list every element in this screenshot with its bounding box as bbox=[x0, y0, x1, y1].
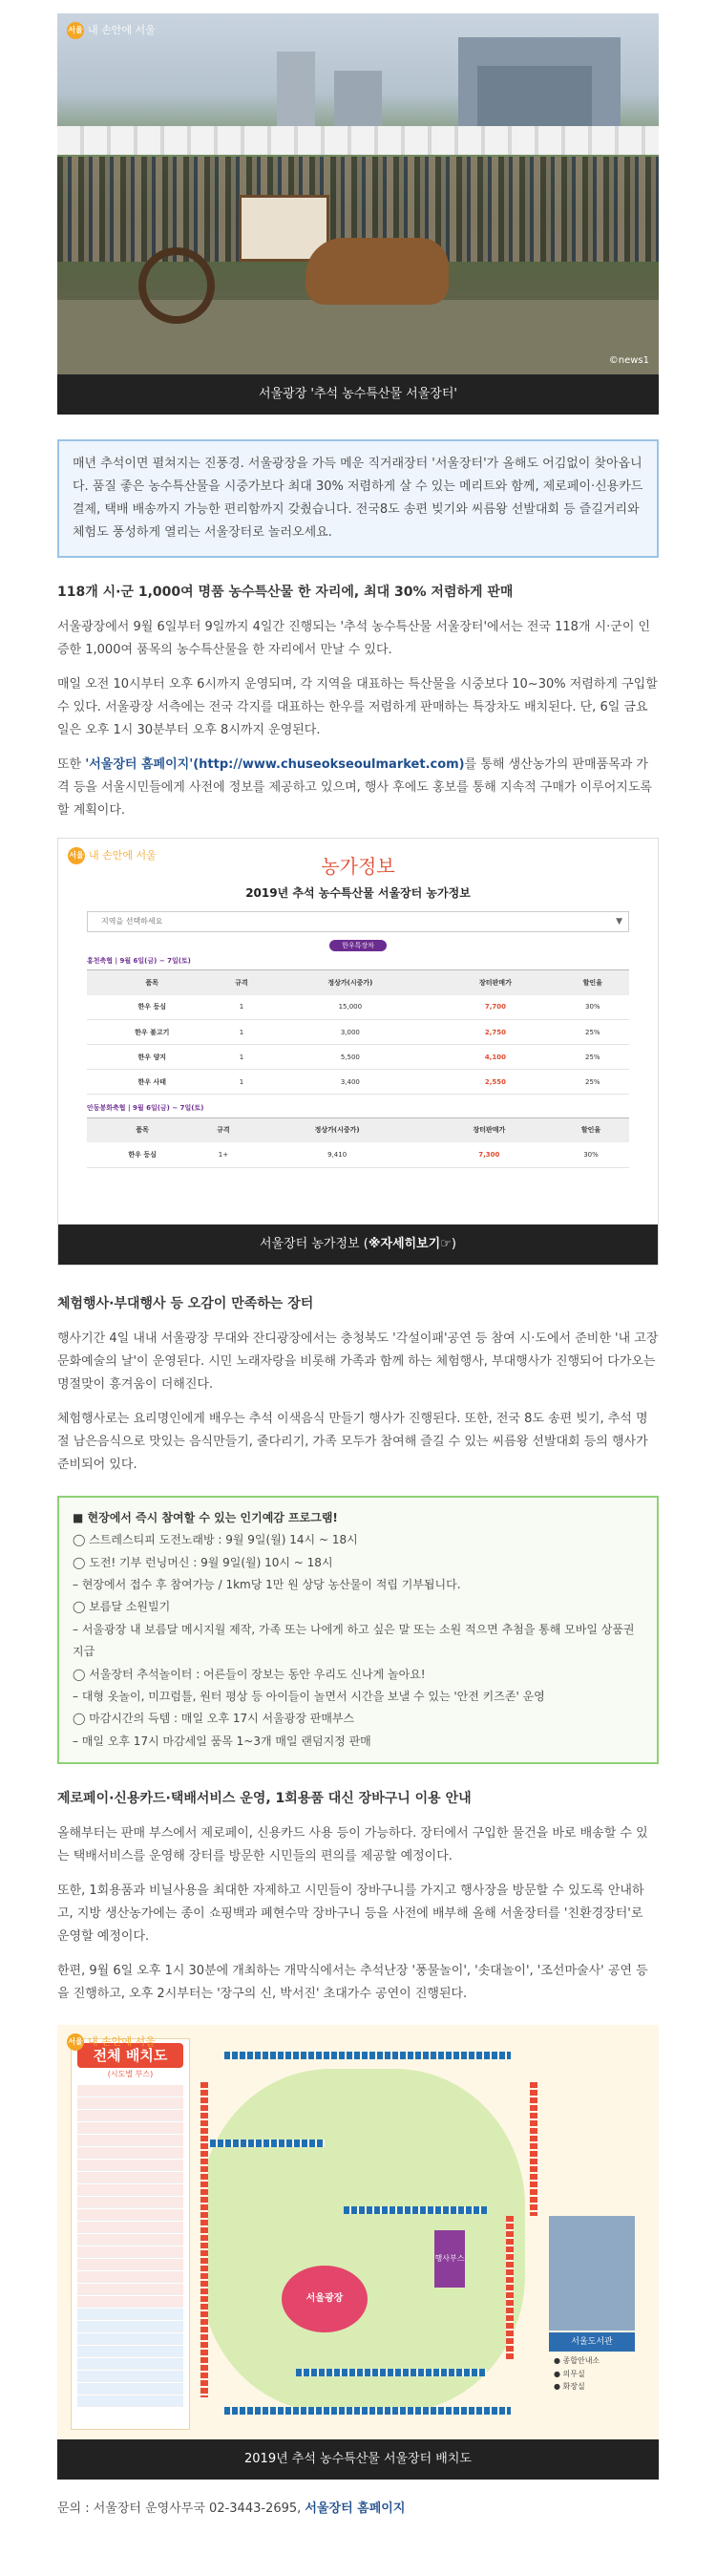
booth-list-row bbox=[77, 2209, 183, 2221]
table-cell: 한우 등심 bbox=[87, 1142, 198, 1167]
booth-list-row bbox=[77, 2172, 183, 2183]
booth-list-row bbox=[77, 2271, 183, 2283]
layout-map bbox=[57, 2025, 659, 2439]
legend-info: ● 종합안내소 bbox=[554, 2355, 600, 2365]
logo-text: 내 손안에 서울 bbox=[89, 849, 157, 862]
program-title: ■ 현장에서 즉시 참여할 수 있는 인기예감 프로그램! bbox=[73, 1510, 338, 1524]
booth-list-row bbox=[77, 2259, 183, 2270]
farm-title: 농가정보 bbox=[321, 855, 395, 879]
table-cell: 25% bbox=[557, 1020, 629, 1045]
program-line: ◯ 보름달 소원빌기 bbox=[73, 1600, 171, 1614]
map-subtitle: (시도별 부스) bbox=[107, 2069, 154, 2078]
table-cell: 30% bbox=[557, 995, 629, 1020]
table-cell: 1+ bbox=[198, 1142, 248, 1167]
library-building bbox=[549, 2216, 635, 2331]
table-header: 규격 bbox=[217, 970, 265, 995]
table-row bbox=[87, 1070, 629, 1095]
brand-logo bbox=[68, 846, 157, 864]
table-cell: 한우 양지 bbox=[87, 1045, 217, 1070]
table-row bbox=[87, 1045, 629, 1070]
section-heading-payment: 제로페이·신용카드·택배서비스 운영, 1회용품 대신 장바구니 이용 안내 bbox=[57, 1791, 472, 1807]
cart-wheel bbox=[138, 247, 215, 324]
brand-logo bbox=[67, 21, 156, 39]
section-heading-products: 118개 시·군 1,000여 명품 농수특산물 한 자리에, 최대 30% 저렴하게 판매 bbox=[57, 585, 514, 601]
table-cell: 한우 불고기 bbox=[87, 1020, 217, 1045]
table-header: 장터판매가 bbox=[434, 970, 556, 995]
plaza-lawn bbox=[200, 2069, 525, 2413]
program-line: – 매일 오후 17시 마감세일 품목 1~3개 매일 랜덤지정 판매 bbox=[73, 1734, 371, 1748]
hero-photo bbox=[57, 13, 659, 415]
legend-restroom: ● 화장실 bbox=[554, 2382, 585, 2392]
booth-list-row bbox=[77, 2346, 183, 2357]
table-header: 할인율 bbox=[553, 1118, 629, 1142]
farm-info-image bbox=[57, 838, 659, 1266]
category-pill[interactable]: 한우특장차 bbox=[329, 940, 387, 951]
table-row bbox=[87, 1142, 629, 1167]
booth-list-row bbox=[77, 2110, 183, 2121]
program-line: – 현장에서 접수 후 참여가능 / 1km당 1만 원 상당 농산물이 적립 기부됩니다. bbox=[73, 1578, 461, 1592]
region-booth-list bbox=[71, 2038, 190, 2430]
table-cell: 15,000 bbox=[265, 995, 434, 1020]
booth-list-row bbox=[77, 2085, 183, 2097]
booth-list-row bbox=[77, 2222, 183, 2233]
booth-list-row bbox=[77, 2395, 183, 2407]
table-cell: 3,000 bbox=[265, 1020, 434, 1045]
booth-list-row bbox=[77, 2184, 183, 2196]
paragraph: 한편, 9월 6일 오후 1시 30분에 개최하는 개막식에서는 추석난장 '풍물놀이', '솟대놀이', '조선마술사' 공연 등을 진행하고, 오후 2시부터는 '장구의 신, 박서진' 초대가수 공연이 진행된다. bbox=[57, 1963, 648, 2001]
program-line: – 대형 옷놀이, 미끄럼틀, 원터 평상 등 아이들이 놀면서 시간을 보낼 수 있는 '안전 키즈존' 운영 bbox=[73, 1689, 545, 1703]
map-title: 전체 배치도 bbox=[77, 2043, 183, 2068]
booth-list-row bbox=[77, 2122, 183, 2134]
booth-list-row bbox=[77, 2135, 183, 2146]
farm-subtitle: 2019년 추석 농수특산물 서울장터 농가정보 bbox=[245, 886, 471, 901]
farm-caption: 서울장터 농가정보 (※자세히보기☞) bbox=[58, 1224, 658, 1265]
table-header: 품목 bbox=[87, 970, 217, 995]
table-cell: 1 bbox=[217, 1070, 265, 1095]
table-header: 장터판매가 bbox=[426, 1118, 553, 1142]
map-caption: 2019년 추석 농수특산물 서울장터 배치도 bbox=[57, 2439, 659, 2480]
farm-section-a: 홍천축협 | 9월 6일(금) ~ 7일(토) bbox=[87, 957, 191, 966]
table-cell: 9,410 bbox=[249, 1142, 426, 1167]
paragraph: 서울광장에서 9월 6일부터 9일까지 4일간 진행되는 '추석 농수특산물 서울장터'에서는 전국 118개 시·군이 인증한 1,000여 품목의 농수특산물을 한 자리에서 만날 수 있다. bbox=[57, 619, 651, 657]
market-photo bbox=[57, 13, 659, 374]
booth-list-row bbox=[77, 2309, 183, 2320]
booth-list-row bbox=[77, 2358, 183, 2370]
table-header: 정상가(시중가) bbox=[249, 1118, 426, 1142]
program-line: ◯ 서울장터 추석놀이터 : 어른들이 장보는 동안 우리도 신나게 놀아요! bbox=[73, 1667, 426, 1681]
program-line: – 서울광장 내 보름달 메시지월 제작, 가족 또는 나에게 하고 싶은 말 또는 소원 적으면 추첨을 통해 모바일 상품권 지급 bbox=[73, 1622, 635, 1659]
booth-list-row bbox=[77, 2160, 183, 2171]
intro-notice: 매년 추석이면 펼쳐지는 진풍경. 서울광장을 가득 메운 직거래장터 '서울장터'가 올해도 어김없이 찾아옵니다. 품질 좋은 농수특산물을 시중가보다 최대 30% 저렴하게 살 수 있는 메리트와 함께, 제로페이·신용카드 결제, 택배 배송까지 가능한 편리함까지 갖췄습니다. 전국8도 송편 빚기와 씨름왕 선발대회 등 즐길거리와 체험도 풍성하게 열리는 서울장터로 놀러오세요. bbox=[57, 439, 659, 558]
table-header: 정상가(시중가) bbox=[265, 970, 434, 995]
paragraph: 또한, 1회용품과 비닐사용을 최대한 자제하고 시민들이 장바구니를 가지고 행사장을 방문할 수 있도록 안내하고, 지방 생산농가에는 종이 쇼핑백과 폐현수막 장바구니 등을 사전에 배부해 올해 서울장터를 '친환경장터'로 운영할 예정이다. bbox=[57, 1883, 644, 1944]
stage-area: 서울광장 bbox=[282, 2266, 368, 2332]
table-cell: 한우 사태 bbox=[87, 1070, 217, 1095]
program-line: ◯ 마감시간의 득템 : 매일 오후 17시 서울광장 판매부스 bbox=[73, 1712, 355, 1726]
table-cell: 1 bbox=[217, 1020, 265, 1045]
booth-list-row bbox=[77, 2197, 183, 2208]
inquiry: 문의 : 서울장터 운영사무국 02-3443-2695, 서울장터 홈페이지 bbox=[57, 2501, 406, 2516]
chevron-down-icon: ▼ bbox=[616, 917, 622, 927]
event-hall: 행사부스 bbox=[434, 2230, 465, 2288]
booth-list-row bbox=[77, 2333, 183, 2345]
booth-list-row bbox=[77, 2234, 183, 2246]
table-cell: 5,500 bbox=[265, 1045, 434, 1070]
farm-section-b: 안동봉화축협 | 9월 6일(금) ~ 7일(토) bbox=[87, 1104, 204, 1113]
seoul-logo-icon: 서울 bbox=[67, 22, 84, 39]
farm-table-b bbox=[87, 1118, 629, 1168]
booth-list-row bbox=[77, 2371, 183, 2382]
table-cell: 3,400 bbox=[265, 1070, 434, 1095]
seoul-logo-icon: 서울 bbox=[68, 847, 85, 864]
homepage-link[interactable]: '서울장터 홈페이지'(http://www.chuseokseoulmarket.com) bbox=[85, 756, 465, 772]
table-cell: 30% bbox=[553, 1142, 629, 1167]
table-cell: 2,550 bbox=[434, 1070, 556, 1095]
paragraph: 올해부터는 판매 부스에서 제로페이, 신용카드 사용 등이 가능하다. 장터에서 구입한 물건을 바로 배송할 수 있는 택배서비스를 운영해 장터를 방문한 시민들의 편의를 제공할 예정이다. bbox=[57, 1825, 648, 1863]
table-cell: 7,700 bbox=[434, 995, 556, 1020]
market-homepage-link[interactable]: 서울장터 홈페이지 bbox=[305, 2501, 406, 2516]
layout-map-image bbox=[57, 2025, 659, 2480]
program-line: ◯ 스트레스티피 도전노래방 : 9월 9일(월) 14시 ~ 18시 bbox=[73, 1533, 358, 1547]
map-legend bbox=[554, 2354, 600, 2394]
booth-list-row bbox=[77, 2383, 183, 2395]
table-cell: 2,750 bbox=[434, 1020, 556, 1045]
brand-logo bbox=[67, 2033, 156, 2051]
paragraph-homepage: 또한 '서울장터 홈페이지'(http://www.chuseokseoulmarket.com)를 통해 생산농가의 판매품목과 가격 등을 서울시민들에게 사전에 정보를 제공하고 있으며, 행사 후에도 홍보를 통해 지속적 구매가 이루어지도록 할 계획이다. bbox=[57, 756, 652, 819]
region-select[interactable]: 지역을 선택하세요 ▼ bbox=[87, 911, 629, 932]
table-cell: 7,300 bbox=[426, 1142, 553, 1167]
table-cell: 1 bbox=[217, 1045, 265, 1070]
table-cell: 25% bbox=[557, 1045, 629, 1070]
seoul-logo-icon: 서울 bbox=[67, 2033, 84, 2051]
table-header: 품목 bbox=[87, 1118, 198, 1142]
photo-watermark: ©news1 bbox=[608, 354, 649, 366]
section-heading-events: 체험행사·부대행사 등 오감이 만족하는 장터 bbox=[57, 1296, 314, 1312]
booth-list-row bbox=[77, 2296, 183, 2308]
paragraph: 체험행사로는 요리명인에게 배우는 추석 이색음식 만들기 행사가 진행된다. 또한, 전국 8도 송편 빚기, 추석 명절 남은음식으로 맛있는 음식만들기, 줄다리기, 가족 모두가 참여해 즐길 수 있는 씨름왕 선발대회 등의 행사가 준비되어 있다. bbox=[57, 1411, 648, 1472]
table-row bbox=[87, 995, 629, 1020]
library-label: 서울도서관 bbox=[549, 2332, 635, 2352]
table-header: 규격 bbox=[198, 1118, 248, 1142]
program-box bbox=[57, 1496, 659, 1764]
table-row bbox=[87, 1020, 629, 1045]
farm-table-a bbox=[87, 969, 629, 1095]
paragraph: 매일 오전 10시부터 오후 6시까지 운영되며, 각 지역을 대표하는 특산물을 시중보다 10~30% 저렴하게 구입할 수 있다. 서울광장 서측에는 전국 각지를 대표하는 한우를 저렴하게 판매하는 특장차도 배치된다. 단, 6일 금요일은 오후 1시 30분부터 오후 8시까지 운영된다. bbox=[57, 676, 658, 737]
booth-list-row bbox=[77, 2284, 183, 2295]
detail-link[interactable]: ※자세히보기☞ bbox=[368, 1237, 452, 1252]
table-cell: 4,100 bbox=[434, 1045, 556, 1070]
booth-list-row bbox=[77, 2246, 183, 2258]
table-cell: 1 bbox=[217, 995, 265, 1020]
booth-list-row bbox=[77, 2147, 183, 2159]
farm-info-panel bbox=[58, 839, 658, 1224]
legend-medical: ● 의무실 bbox=[554, 2369, 585, 2378]
ox bbox=[305, 238, 449, 305]
booth-list-row bbox=[77, 2321, 183, 2332]
logo-text: 내 손안에 서울 bbox=[88, 24, 156, 36]
program-line: ◯ 도전! 기부 런닝머신 : 9월 9일(월) 10시 ~ 18시 bbox=[73, 1555, 333, 1569]
booth-list-row bbox=[77, 2097, 183, 2109]
logo-text: 내 손안에 서울 bbox=[88, 2034, 156, 2048]
photo-caption: 서울광장 '추석 농수특산물 서울장터' bbox=[57, 374, 659, 415]
table-header: 할인율 bbox=[557, 970, 629, 995]
table-cell: 한우 등심 bbox=[87, 995, 217, 1020]
paragraph: 행사기간 4일 내내 서울광장 무대와 잔디광장에서는 충청북도 '각설이패'공연 등 참여 시·도에서 준비한 '내 고장 문화예술의 날'이 운영된다. 시민 노래자랑을 비롯해 가족과 함께 하는 체험행사, 부대행사가 진행되어 다가오는 명절맞이 흥겨움이 더해진다. bbox=[57, 1331, 659, 1392]
table-cell: 25% bbox=[557, 1070, 629, 1095]
